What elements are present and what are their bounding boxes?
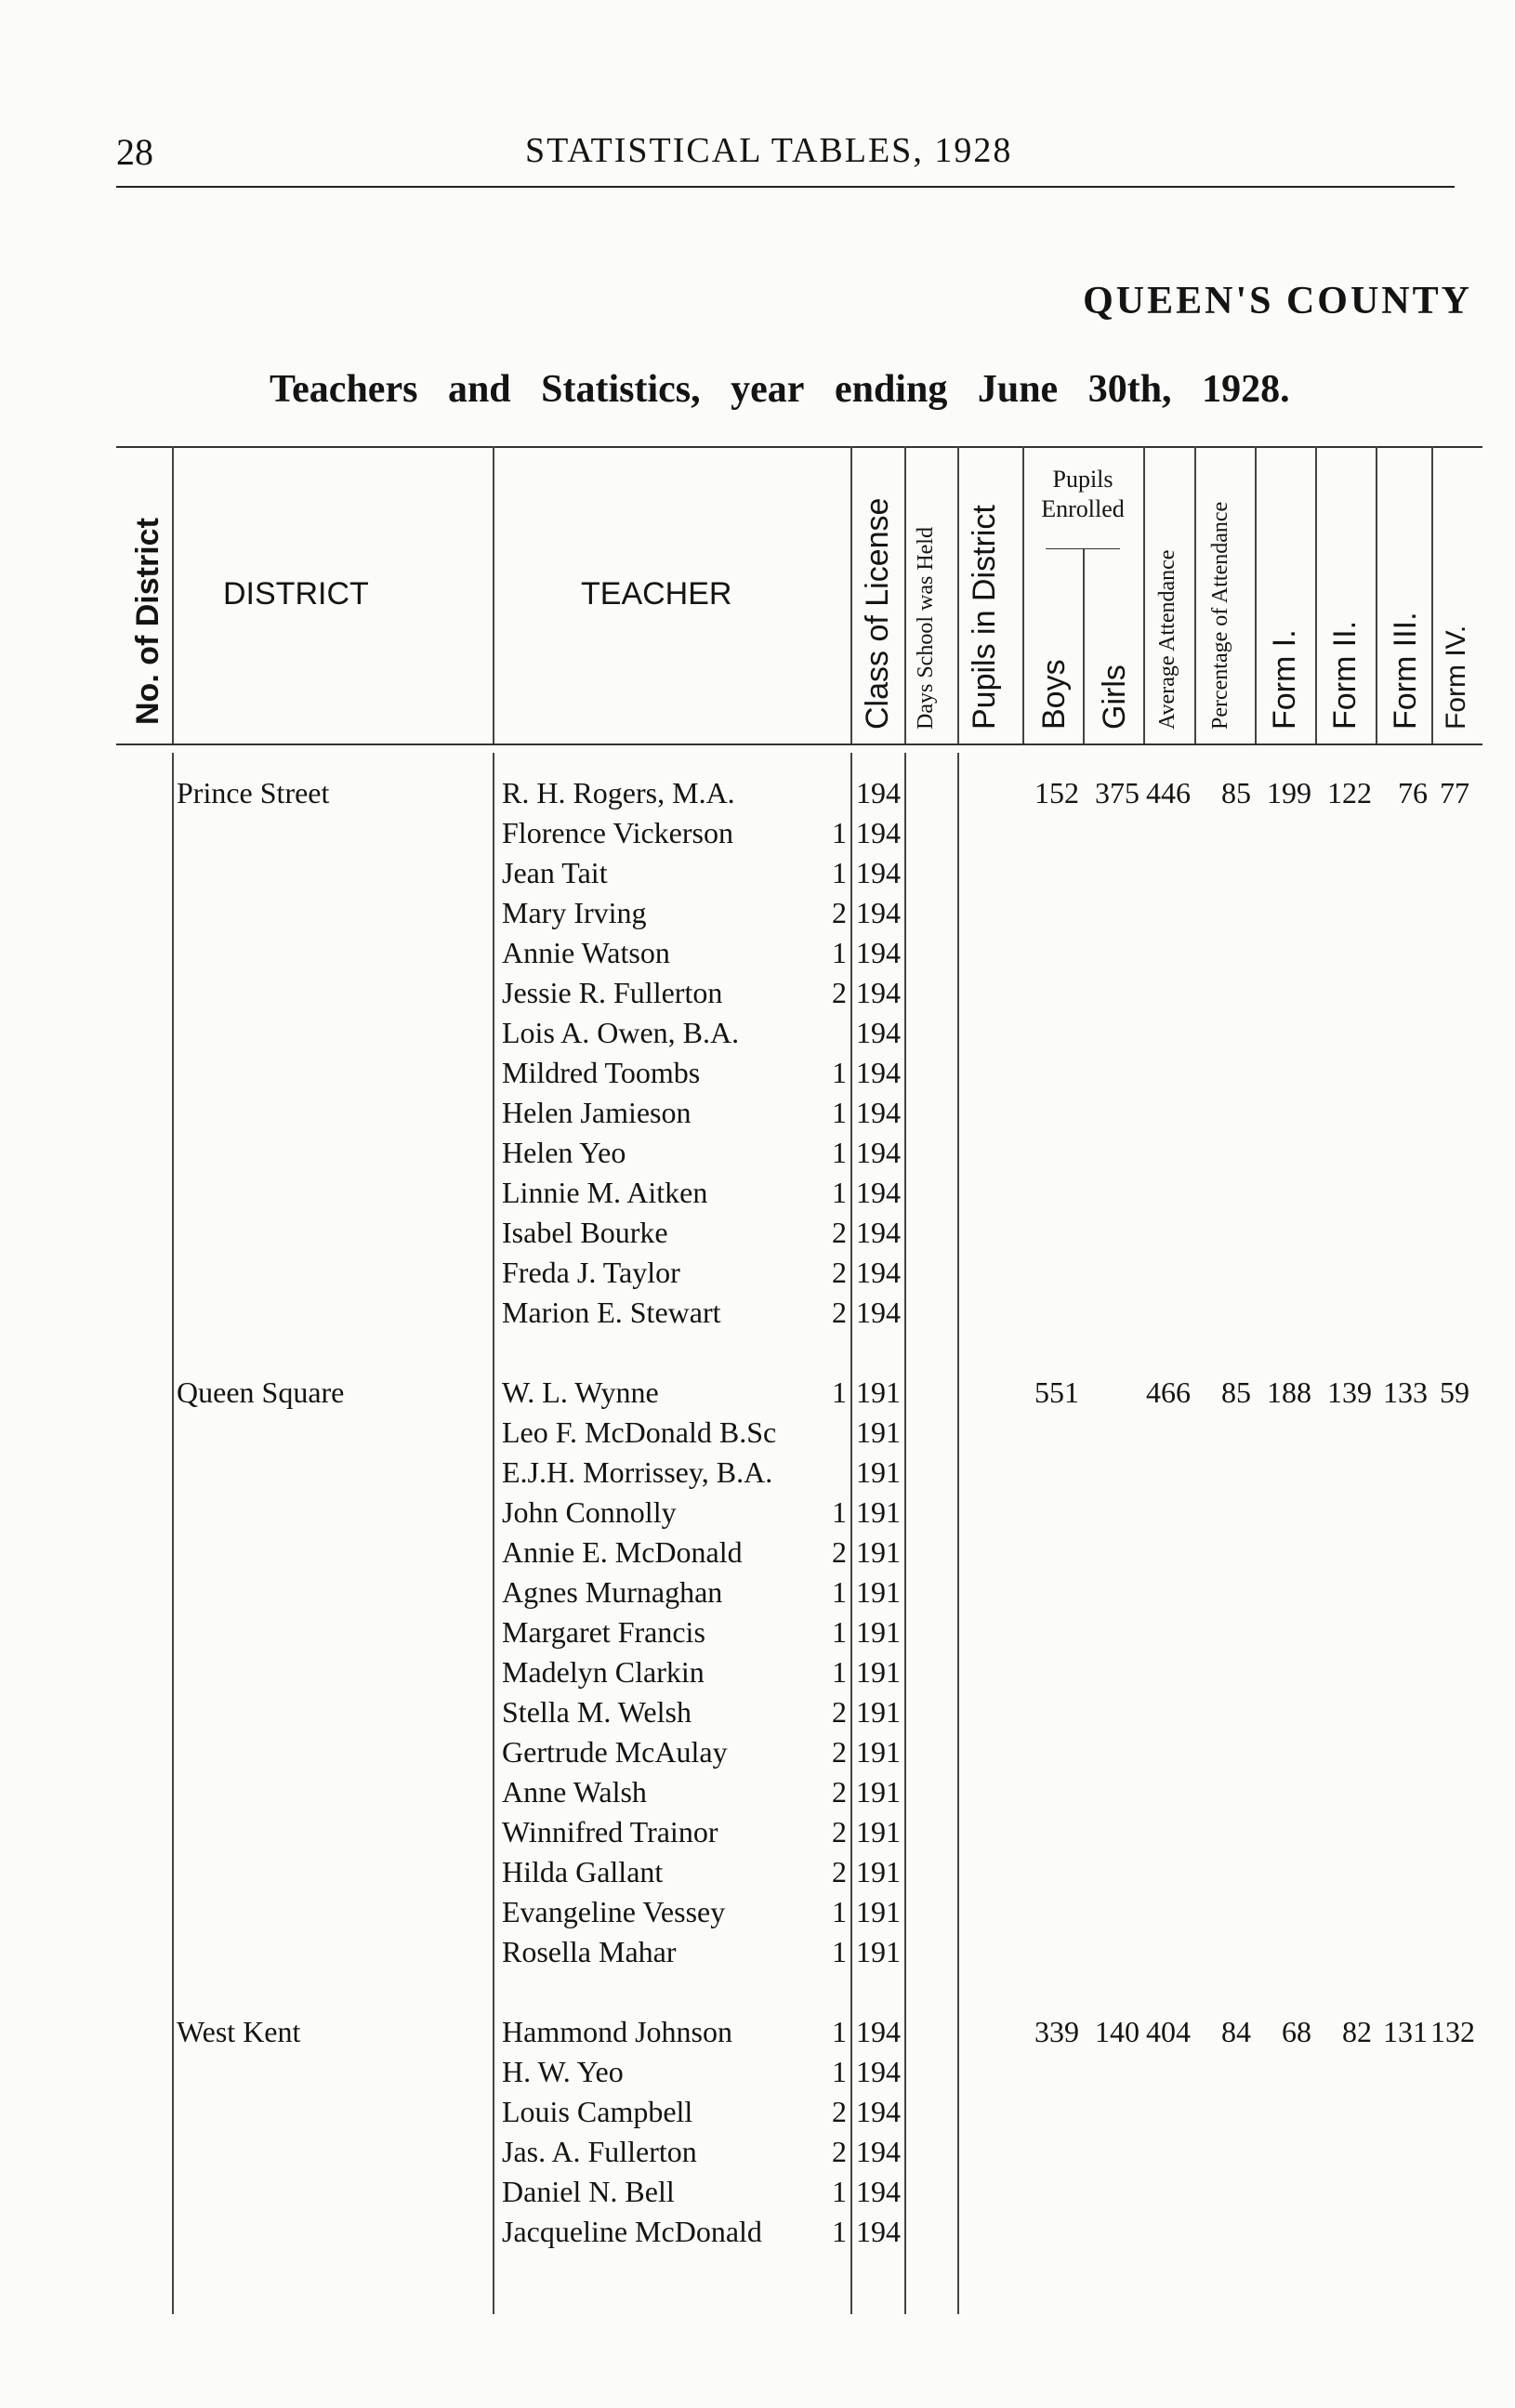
county-title: QUEEN'S COUNTY xyxy=(1083,280,1472,322)
license-cell: 2 xyxy=(832,1296,847,1329)
table-row xyxy=(116,2095,1482,2135)
license-cell: 1 xyxy=(832,1096,847,1129)
subtitle-word: year xyxy=(731,368,805,411)
teacher-cell: Annie Watson xyxy=(502,936,670,969)
table-row xyxy=(116,1735,1482,1775)
table-row xyxy=(116,896,1482,936)
header-girls: Girls xyxy=(1097,665,1132,730)
days-cell: 194 xyxy=(856,1176,901,1209)
table-row xyxy=(116,856,1482,896)
table-row xyxy=(116,1016,1482,1056)
table-row xyxy=(116,936,1482,976)
header-enrolled-rule xyxy=(1046,548,1120,549)
table-row xyxy=(116,2215,1482,2255)
subtitle-word: ending xyxy=(834,368,948,411)
form-3-cell: 133 xyxy=(1383,1375,1428,1409)
days-cell: 194 xyxy=(856,1056,901,1089)
subtitle-word: Teachers xyxy=(270,368,418,411)
girls-cell: 375 xyxy=(1095,776,1140,809)
table-row xyxy=(116,1096,1482,1136)
table-row xyxy=(116,1655,1482,1695)
license-cell: 2 xyxy=(832,896,847,929)
table-row xyxy=(116,1815,1482,1855)
license-cell: 1 xyxy=(832,1575,847,1609)
teacher-cell: Jacqueline McDonald xyxy=(502,2215,762,2248)
teacher-cell: Leo F. McDonald B.Sc xyxy=(502,1415,777,1449)
table-row xyxy=(116,2055,1482,2095)
days-cell: 194 xyxy=(856,2175,901,2208)
table-row xyxy=(116,1415,1482,1455)
license-cell: 1 xyxy=(832,2215,847,2248)
teacher-cell: Florence Vickerson xyxy=(502,816,733,849)
percentage-cell: 85 xyxy=(1221,776,1251,809)
running-head: STATISTICAL TABLES, 1928 xyxy=(525,131,1013,170)
days-cell: 194 xyxy=(856,1016,901,1049)
column-divider xyxy=(850,446,852,743)
days-cell: 194 xyxy=(856,896,901,929)
license-cell: 1 xyxy=(832,1375,847,1409)
table-row xyxy=(116,1495,1482,1535)
license-cell: 1 xyxy=(832,856,847,889)
page-header xyxy=(116,130,1455,188)
days-cell: 194 xyxy=(856,976,901,1009)
license-cell: 2 xyxy=(832,1855,847,1888)
table-row xyxy=(116,1176,1482,1216)
teacher-cell: E.J.H. Morrissey, B.A. xyxy=(502,1455,773,1489)
teacher-cell: Isabel Bourke xyxy=(502,1216,668,1249)
form-4-cell: 132 xyxy=(1430,2015,1475,2048)
district-cell: Prince Street xyxy=(177,776,330,809)
days-cell: 191 xyxy=(856,1455,901,1489)
days-cell: 191 xyxy=(856,1495,901,1529)
table-row xyxy=(116,2175,1482,2215)
teacher-cell: Jessie R. Fullerton xyxy=(502,976,723,1009)
table-row xyxy=(116,1615,1482,1655)
column-divider xyxy=(1431,446,1433,743)
table-row xyxy=(116,1935,1482,1975)
table-top-rule xyxy=(116,446,1482,448)
form-1-cell: 188 xyxy=(1267,1375,1311,1409)
license-cell: 1 xyxy=(832,1655,847,1689)
teacher-cell: Freda J. Taylor xyxy=(502,1256,680,1289)
days-cell: 194 xyxy=(856,2095,901,2128)
teacher-cell: Jean Tait xyxy=(502,856,608,889)
table-row xyxy=(116,1775,1482,1815)
teacher-cell: Rosella Mahar xyxy=(502,1935,677,1968)
teacher-cell: W. L. Wynne xyxy=(502,1375,659,1409)
days-cell: 194 xyxy=(856,1136,901,1169)
form-2-cell: 139 xyxy=(1327,1375,1372,1409)
average-attendance-cell: 466 xyxy=(1146,1375,1191,1409)
girls-cell: 140 xyxy=(1095,2015,1140,2048)
subtitle-word: and xyxy=(447,368,511,411)
teacher-cell: Stella M. Welsh xyxy=(502,1695,692,1729)
teacher-cell: R. H. Rogers, M.A. xyxy=(502,776,735,809)
column-divider xyxy=(957,446,959,743)
table-row xyxy=(116,1216,1482,1256)
days-cell: 191 xyxy=(856,1775,901,1809)
table-row xyxy=(116,1895,1482,1935)
days-cell: 194 xyxy=(856,2015,901,2048)
license-cell: 1 xyxy=(832,2015,847,2048)
days-cell: 194 xyxy=(856,2055,901,2088)
days-cell: 194 xyxy=(856,1216,901,1249)
form-2-cell: 82 xyxy=(1342,2015,1372,2048)
column-divider xyxy=(1143,446,1145,743)
teacher-cell: Agnes Murnaghan xyxy=(502,1575,723,1609)
days-cell: 191 xyxy=(856,1855,901,1888)
column-divider xyxy=(1376,446,1377,743)
table-row xyxy=(116,2015,1482,2055)
header-class-of-license: Class of License xyxy=(860,497,895,730)
column-divider xyxy=(1083,548,1085,743)
table-row xyxy=(116,1296,1482,1336)
license-cell: 1 xyxy=(832,1935,847,1968)
days-cell: 191 xyxy=(856,1935,901,1968)
teacher-cell: Evangeline Vessey xyxy=(502,1895,726,1928)
form-4-cell: 77 xyxy=(1440,776,1469,809)
days-cell: 191 xyxy=(856,1815,901,1849)
license-cell: 1 xyxy=(832,936,847,969)
table-header-rule xyxy=(116,743,1482,745)
form-4-cell: 59 xyxy=(1440,1375,1469,1409)
boys-cell: 152 xyxy=(1034,776,1079,809)
header-boys: Boys xyxy=(1036,659,1072,730)
license-cell: 2 xyxy=(832,1735,847,1769)
district-cell: Queen Square xyxy=(177,1375,345,1409)
teacher-cell: Madelyn Clarkin xyxy=(502,1655,705,1689)
table-row xyxy=(116,816,1482,856)
teacher-cell: Lois A. Owen, B.A. xyxy=(502,1016,740,1049)
teacher-cell: Helen Yeo xyxy=(502,1136,626,1169)
days-cell: 194 xyxy=(856,936,901,969)
table-subtitle xyxy=(270,367,1311,412)
teacher-cell: H. W. Yeo xyxy=(502,2055,624,2088)
days-cell: 194 xyxy=(856,816,901,849)
days-cell: 194 xyxy=(856,2215,901,2248)
teacher-cell: John Connolly xyxy=(502,1495,677,1529)
header-pupils-in-district: Pupils in District xyxy=(967,505,1002,730)
teacher-cell: Jas. A. Fullerton xyxy=(502,2135,697,2168)
days-cell: 191 xyxy=(856,1375,901,1409)
days-cell: 191 xyxy=(856,1895,901,1928)
license-cell: 2 xyxy=(832,1775,847,1809)
percentage-cell: 85 xyxy=(1221,1375,1251,1409)
form-1-cell: 68 xyxy=(1282,2015,1311,2048)
teacher-cell: Hilda Gallant xyxy=(502,1855,664,1888)
table-row xyxy=(116,776,1482,816)
percentage-cell: 84 xyxy=(1221,2015,1251,2048)
days-cell: 191 xyxy=(856,1575,901,1609)
license-cell: 2 xyxy=(832,1216,847,1249)
license-cell: 2 xyxy=(832,1695,847,1729)
license-cell: 2 xyxy=(832,1256,847,1289)
table-row xyxy=(116,1855,1482,1895)
license-cell: 1 xyxy=(832,1136,847,1169)
teacher-cell: Daniel N. Bell xyxy=(502,2175,675,2208)
license-cell: 1 xyxy=(832,1495,847,1529)
form-2-cell: 122 xyxy=(1327,776,1372,809)
teacher-cell: Marion E. Stewart xyxy=(502,1296,721,1329)
table-row xyxy=(116,1535,1482,1575)
subtitle-word: 1928. xyxy=(1202,368,1290,411)
table-row xyxy=(116,976,1482,1016)
days-cell: 194 xyxy=(856,1256,901,1289)
form-1-cell: 199 xyxy=(1267,776,1311,809)
license-cell: 1 xyxy=(832,816,847,849)
days-cell: 194 xyxy=(856,1296,901,1329)
teacher-cell: Louis Campbell xyxy=(502,2095,693,2128)
teacher-cell: Mary Irving xyxy=(502,896,647,929)
license-cell: 1 xyxy=(832,1615,847,1649)
page-number: 28 xyxy=(116,131,153,173)
header-percentage-attendance: Percentage of Attendance xyxy=(1208,501,1232,730)
table-row xyxy=(116,1136,1482,1176)
column-divider xyxy=(172,446,174,743)
teacher-cell: Linnie M. Aitken xyxy=(502,1176,708,1209)
teacher-cell: Gertrude McAulay xyxy=(502,1735,728,1769)
subtitle-word: Statistics, xyxy=(541,368,701,411)
header-form-2: Form II. xyxy=(1327,620,1363,730)
average-attendance-cell: 404 xyxy=(1146,2015,1191,2048)
header-average-attendance: Average Attendance xyxy=(1155,549,1179,730)
table-row xyxy=(116,1256,1482,1296)
days-cell: 191 xyxy=(856,1655,901,1689)
teacher-cell: Winnifred Trainor xyxy=(502,1815,718,1849)
teacher-cell: Annie E. McDonald xyxy=(502,1535,743,1569)
table-row xyxy=(116,1056,1482,1096)
subtitle-word: 30th, xyxy=(1087,368,1172,411)
table-row xyxy=(116,1375,1482,1415)
license-cell: 2 xyxy=(832,1535,847,1569)
license-cell: 2 xyxy=(832,2095,847,2128)
days-cell: 194 xyxy=(856,1096,901,1129)
boys-cell: 339 xyxy=(1034,2015,1079,2048)
license-cell: 1 xyxy=(832,1176,847,1209)
table-row xyxy=(116,1695,1482,1735)
header-pupils-enrolled: Pupils Enrolled xyxy=(1041,466,1125,522)
boys-cell: 551 xyxy=(1034,1375,1079,1409)
header-form-3: Form III. xyxy=(1388,612,1423,730)
license-cell: 1 xyxy=(832,1895,847,1928)
teacher-cell: Mildred Toombs xyxy=(502,1056,701,1089)
district-cell: West Kent xyxy=(177,2015,301,2048)
subtitle-word: June xyxy=(977,368,1059,411)
license-cell: 2 xyxy=(832,1815,847,1849)
license-cell: 2 xyxy=(832,2135,847,2168)
teacher-cell: Anne Walsh xyxy=(502,1775,647,1809)
column-divider xyxy=(1255,446,1257,743)
column-divider xyxy=(1315,446,1317,743)
days-cell: 191 xyxy=(856,1695,901,1729)
days-cell: 194 xyxy=(856,2135,901,2168)
column-divider xyxy=(493,446,494,743)
teacher-cell: Margaret Francis xyxy=(502,1615,705,1649)
header-days-school-held: Days School was Held xyxy=(914,527,938,730)
teacher-cell: Hammond Johnson xyxy=(502,2015,732,2048)
table-row xyxy=(116,1575,1482,1615)
header-no-of-district: No. of District xyxy=(130,518,165,725)
header-form-1: Form I. xyxy=(1267,629,1302,730)
days-cell: 191 xyxy=(856,1735,901,1769)
days-cell: 194 xyxy=(856,776,901,809)
header-district: DISTRICT xyxy=(223,576,369,612)
header-form-4: Form IV. xyxy=(1441,625,1471,730)
teacher-cell: Helen Jamieson xyxy=(502,1096,692,1129)
days-cell: 191 xyxy=(856,1615,901,1649)
license-cell: 2 xyxy=(832,976,847,1009)
table-row xyxy=(116,1455,1482,1495)
license-cell: 1 xyxy=(832,2175,847,2208)
header-teacher: TEACHER xyxy=(581,576,732,612)
statistics-table xyxy=(116,446,1482,2333)
average-attendance-cell: 446 xyxy=(1146,776,1191,809)
form-3-cell: 131 xyxy=(1383,2015,1428,2048)
license-cell: 1 xyxy=(832,2055,847,2088)
table-row xyxy=(116,2135,1482,2175)
days-cell: 194 xyxy=(856,856,901,889)
days-cell: 191 xyxy=(856,1415,901,1449)
days-cell: 191 xyxy=(856,1535,901,1569)
column-divider xyxy=(1194,446,1196,743)
license-cell: 1 xyxy=(832,1056,847,1089)
column-divider xyxy=(904,446,906,743)
form-3-cell: 76 xyxy=(1398,776,1428,809)
